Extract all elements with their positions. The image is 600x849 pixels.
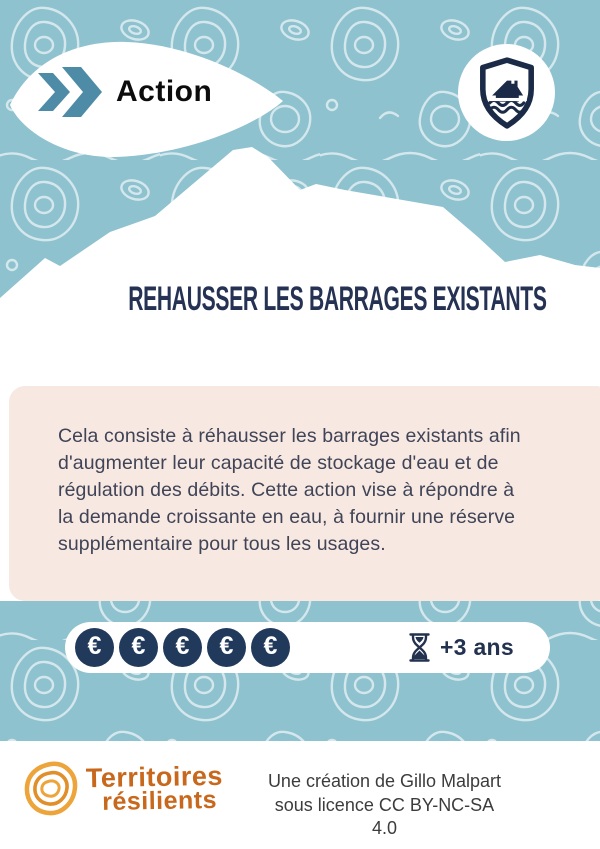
brand-wordmark [85, 760, 224, 816]
double-chevron-icon [36, 66, 102, 118]
category-label-text: Action [116, 75, 213, 108]
brand-logo [24, 761, 223, 817]
brand-rings-icon [24, 761, 78, 817]
description-box [9, 386, 600, 601]
category-label [36, 66, 212, 118]
hourglass-icon [409, 633, 430, 662]
cost-coins [75, 628, 290, 667]
euro-coin-icon: € [251, 628, 290, 667]
credit-line1: Une création de Gillo Malpart [267, 771, 502, 791]
badge-circle [458, 44, 555, 141]
credit-text [262, 770, 507, 841]
cost-duration-pill [65, 622, 550, 673]
flooded-house-shield-icon [476, 57, 538, 129]
brand-line2: résilients [101, 785, 218, 816]
euro-coin-icon: € [207, 628, 246, 667]
euro-coin-icon: € [119, 628, 158, 667]
duration [409, 633, 514, 662]
card-title-wrap [0, 280, 600, 319]
duration-text: +3 ans [439, 634, 514, 660]
brand-line1: Territoires [85, 760, 224, 794]
description-text: Cela consiste à réhausser les barrages existants afin d'augmenter leur capacité de stockage d'eau et de régulation des débits. Cette action vise à répondre à la demande croissante en eau, à fournir une réserve supplémentaire pour tous les usages. [58, 425, 521, 555]
euro-coin-icon: € [75, 628, 114, 667]
euro-coin-icon: € [163, 628, 202, 667]
card-title: REHAUSSER LES BARRAGES EXISTANTS [128, 280, 547, 318]
footer [0, 741, 600, 849]
credit-line2: sous licence CC BY-NC-SA 4.0 [274, 794, 495, 838]
